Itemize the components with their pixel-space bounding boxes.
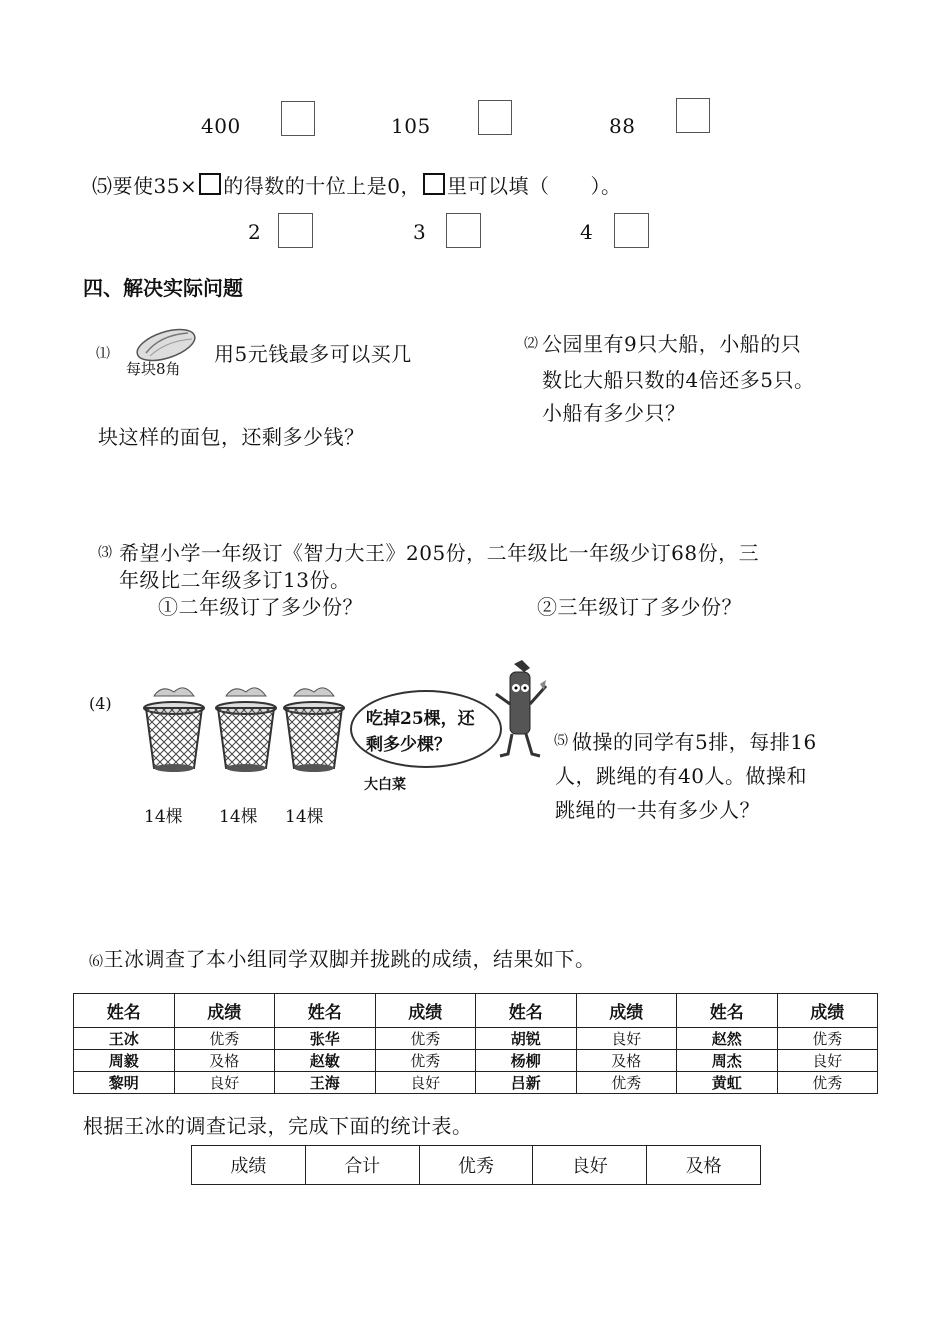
section-title: 四、解决实际问题: [83, 276, 243, 300]
name-cell: 黄虹: [677, 1072, 778, 1094]
stat-header-cell: 成绩: [192, 1146, 306, 1185]
p1-price-label: 每块8角: [126, 360, 181, 378]
q5-number: ⑸: [92, 174, 113, 198]
table-row: [74, 1072, 878, 1094]
p5-line2: 人，跳绳的有40人。做操和: [555, 764, 807, 788]
cabbage-count-3: 14棵: [285, 807, 324, 827]
name-cell: 赵敏: [275, 1050, 376, 1072]
name-cell: 王海: [275, 1072, 376, 1094]
table-row: [74, 1050, 878, 1072]
q5-mid: 的得数的十位上是0，: [223, 174, 421, 198]
p1-line1: 用5元钱最多可以买几: [214, 342, 412, 366]
answer-box[interactable]: [446, 213, 481, 248]
p2-line1: 公园里有9只大船，小船的只: [542, 332, 802, 356]
header-cell: 姓名: [677, 994, 778, 1028]
p6-text: 王冰调查了本小组同学双脚并拢跳的成绩，结果如下。: [103, 947, 596, 971]
header-cell: 成绩: [375, 994, 476, 1028]
answer-box[interactable]: [676, 98, 710, 133]
answer-box[interactable]: [478, 100, 512, 135]
p2-line2: 数比大船只数的4倍还多5只。: [542, 368, 815, 392]
name-cell: 周杰: [677, 1050, 778, 1072]
q5-question: [92, 170, 621, 199]
header-cell: 成绩: [174, 994, 275, 1028]
stat-header-cell: 良好: [533, 1146, 647, 1185]
header-cell: 姓名: [476, 994, 577, 1028]
option-88: 88: [609, 114, 636, 138]
option-105: 105: [391, 114, 431, 138]
header-cell: 姓名: [74, 994, 175, 1028]
survey-table: [73, 993, 878, 1094]
header-cell: 成绩: [576, 994, 677, 1028]
grade-cell: 优秀: [777, 1028, 878, 1050]
p6-instruction: 根据王冰的调查记录，完成下面的统计表。: [83, 1114, 473, 1138]
grade-cell: 良好: [576, 1028, 677, 1050]
p3-sub2: ②三年级订了多少份？: [537, 595, 742, 619]
pencil-character-icon: [494, 660, 550, 760]
p5-line1: 做操的同学有5排，每排16: [572, 730, 817, 754]
p6-intro: [89, 943, 596, 972]
p5-number: ⑸: [554, 733, 568, 749]
stat-header-cell: 合计: [305, 1146, 419, 1185]
p1-line2: 块这样的面包，还剩多少钱？: [98, 425, 365, 449]
bubble-line1: 吃掉25棵，还: [366, 709, 475, 729]
grade-cell: 及格: [576, 1050, 677, 1072]
answer-box[interactable]: [614, 213, 649, 248]
bubble-line2: 剩多少棵？: [366, 735, 451, 755]
name-cell: 赵然: [677, 1028, 778, 1050]
answer-box[interactable]: [278, 213, 313, 248]
p3-line1: 希望小学一年级订《智力大王》205份，二年级比一年级少订68份，三: [119, 541, 760, 565]
cabbage-count-1: 14棵: [144, 807, 183, 827]
p6-number: ⑹: [89, 954, 104, 970]
stat-table: [191, 1145, 761, 1185]
table-header-row: [74, 994, 878, 1028]
p2-line3: 小船有多少只？: [542, 401, 686, 425]
option-3: 3: [413, 220, 427, 244]
speech-bubble: [350, 690, 502, 768]
table-row: [74, 1028, 878, 1050]
name-cell: 杨柳: [476, 1050, 577, 1072]
header-cell: 姓名: [275, 994, 376, 1028]
grade-cell: 优秀: [777, 1072, 878, 1094]
q5-post: 里可以填（ ）。: [446, 174, 622, 198]
grade-cell: 优秀: [375, 1028, 476, 1050]
p2-number: ⑵: [524, 336, 538, 352]
p3-number: ⑶: [98, 545, 112, 561]
p3-line2: 年级比二年级多订13份。: [119, 568, 351, 592]
name-cell: 胡锐: [476, 1028, 577, 1050]
option-4: 4: [580, 220, 594, 244]
cabbage-count-2: 14棵: [219, 807, 258, 827]
name-cell: 吕新: [476, 1072, 577, 1094]
grade-cell: 优秀: [174, 1028, 275, 1050]
name-cell: 黎明: [74, 1072, 175, 1094]
grade-cell: 良好: [777, 1050, 878, 1072]
grade-cell: 良好: [174, 1072, 275, 1094]
answer-box[interactable]: [281, 101, 315, 136]
cabbage-caption: 大白菜: [364, 777, 406, 793]
name-cell: 王冰: [74, 1028, 175, 1050]
grade-cell: 良好: [375, 1072, 476, 1094]
p1-number: ⑴: [96, 346, 110, 362]
cabbage-baskets-icon: [140, 686, 360, 776]
stat-header-cell: 及格: [647, 1146, 761, 1185]
grade-cell: 优秀: [576, 1072, 677, 1094]
stat-header-row: [192, 1146, 761, 1185]
grade-cell: 及格: [174, 1050, 275, 1072]
stat-header-cell: 优秀: [419, 1146, 533, 1185]
blank-square-icon: [199, 173, 221, 195]
name-cell: 周毅: [74, 1050, 175, 1072]
q5-pre: 要使35×: [112, 174, 198, 198]
p3-sub1: ①二年级订了多少份？: [158, 595, 363, 619]
option-400: 400: [201, 114, 241, 138]
header-cell: 成绩: [777, 994, 878, 1028]
blank-square-icon: [423, 173, 445, 195]
p4-number: (4): [89, 694, 112, 713]
grade-cell: 优秀: [375, 1050, 476, 1072]
option-2: 2: [248, 220, 262, 244]
p5-line3: 跳绳的一共有多少人？: [555, 798, 760, 822]
name-cell: 张华: [275, 1028, 376, 1050]
